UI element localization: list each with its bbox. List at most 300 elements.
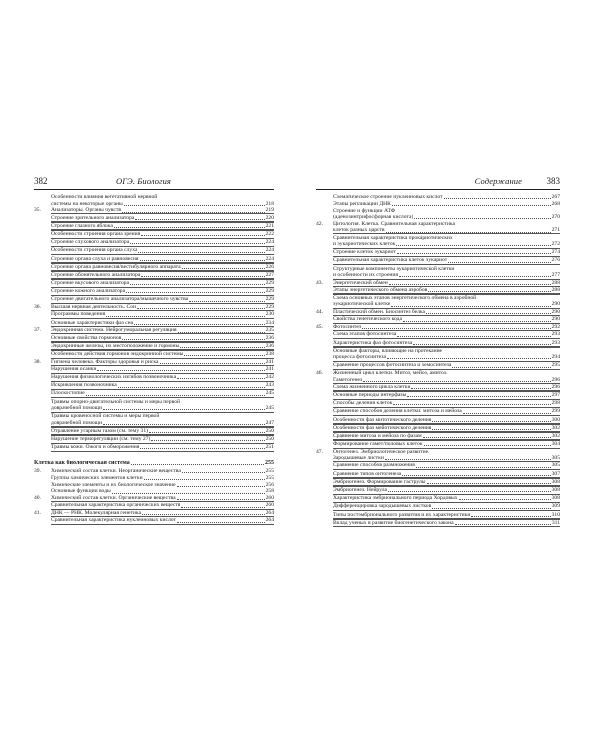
toc-item-page: 293 [551, 339, 560, 346]
topic-number: 38. [34, 358, 41, 365]
toc-item-title: Эмбриогенез. Нейрула [333, 487, 387, 493]
topic-items [51, 495, 274, 510]
toc-item-title: Эндокринная система. Нейрогуморальная регуляция [51, 327, 177, 334]
toc-item-title: Сравнительная характеристика нуклеиновых кислот [51, 517, 176, 524]
dot-leader [402, 475, 550, 476]
toc-item-title: и особенности их строения [333, 271, 398, 278]
toc-item-title: Фотосинтез [333, 324, 362, 331]
toc-item[interactable] [51, 318, 274, 327]
toc-item-title: Характеристика эмбрионального периода Хордовых [333, 495, 458, 502]
toc-item-title: Строение кожного анализатора [51, 288, 126, 295]
dot-leader [444, 198, 551, 199]
toc-item-title: и эукариотических клеток [333, 240, 396, 247]
dot-leader [134, 324, 264, 325]
toc-item[interactable] [51, 516, 274, 525]
toc-item-page: 224 [265, 239, 274, 246]
toc-item-title: Химические элементы и их биологическое значение [51, 481, 176, 488]
toc-item-title-line: Сравнительная характеристика прокариотических [333, 234, 453, 241]
dot-leader [103, 409, 265, 410]
toc-item-title: Энергетический обмен [333, 279, 388, 286]
toc-item-title: эукариотической клетке [333, 301, 391, 308]
toc-item-title: Эндокринные железы, их местоположение и гормоны [51, 342, 180, 349]
toc-item[interactable] [333, 194, 560, 201]
dot-leader [182, 472, 265, 473]
dot-leader [138, 252, 264, 253]
toc-item[interactable] [333, 294, 560, 309]
toc-item-page: 268 [551, 200, 560, 207]
toc-item-title: Нарушение терморегуляции (см. тему 27) [51, 436, 151, 443]
toc-item-page: 292 [551, 324, 560, 331]
toc-item-title-line: Цитология. Клетка. Сравнительная характеристика [333, 220, 455, 227]
dot-leader [122, 339, 264, 340]
toc-item-page: 298 [551, 400, 560, 407]
dot-leader [149, 432, 265, 433]
topic-number: 43. [316, 279, 323, 286]
toc-item-title: Строение клеток эукариот [333, 249, 396, 256]
dot-leader [403, 321, 551, 322]
toc-item-page: 290 [551, 316, 560, 323]
toc-item[interactable] [51, 443, 274, 452]
toc-entry [34, 510, 274, 525]
toc-item-title: Этапы репликации ДНК [333, 200, 391, 207]
toc-item-page: 229 [265, 296, 274, 303]
toc-item-page: 229 [265, 304, 274, 311]
toc-entry [316, 449, 560, 528]
toc-item-title: Сравнительная характеристика органических веществ [51, 502, 181, 509]
toc-item-page: 307 [551, 470, 560, 477]
dot-leader [130, 284, 265, 285]
topic-items [51, 327, 274, 358]
toc-item-page: 288 [551, 286, 560, 293]
dot-leader [124, 205, 265, 206]
toc-item-page: 299 [551, 408, 560, 415]
toc-item[interactable] [333, 449, 560, 462]
toc-item-title: Дифференцировка зародышевых листков [333, 503, 432, 510]
toc-item-page: 308 [551, 495, 560, 502]
dot-leader [392, 205, 551, 206]
toc-item-title: Сравнение способов размножения [333, 462, 415, 469]
toc-item-title: Химический состав клетки. Органические вещества [51, 495, 176, 502]
toc-right [316, 194, 560, 527]
dot-leader [189, 301, 264, 302]
toc-item-title: Особенности строения органа слуха [51, 247, 138, 254]
toc-item-page: 296 [551, 383, 560, 390]
topic-items [333, 280, 560, 310]
toc-item[interactable] [333, 519, 560, 528]
section-page: 255 [265, 459, 274, 466]
toc-item-page: 238 [265, 350, 274, 357]
topic-number: 47. [316, 448, 323, 455]
dot-leader [463, 413, 551, 414]
toc-item-title: Гигиена человека. Факторы здоровья и риска [51, 358, 159, 365]
dot-leader [414, 218, 550, 219]
toc-item[interactable] [333, 233, 560, 248]
toc-item-title: Строение вкусового анализатора [51, 280, 130, 287]
toc-item-title: Способы деления клеток [333, 400, 393, 407]
toc-item-page: 276 [551, 257, 560, 264]
toc-entry [34, 468, 274, 495]
toc-item-title: Плоскостопие [51, 390, 85, 397]
topic-number: 45. [316, 324, 323, 331]
dot-leader [432, 429, 550, 430]
section-heading [34, 460, 274, 466]
toc-item-title: Нарушения физиологических изгибов позвоночника [51, 374, 177, 381]
toc-item-page: 218 [265, 200, 274, 207]
dot-leader [151, 440, 264, 441]
toc-item[interactable] [333, 361, 560, 370]
topic-number [34, 194, 51, 207]
toc-item-page: 224 [265, 255, 274, 262]
toc-item-page: 241 [265, 358, 274, 365]
toc-entry [34, 194, 274, 207]
toc-item-page: 219 [265, 207, 274, 214]
toc-item-page: 247 [265, 419, 274, 426]
toc-item[interactable] [51, 350, 274, 359]
running-title: ОГЭ. Биология [116, 176, 171, 186]
toc-item-page: 229 [265, 288, 274, 295]
toc-item[interactable] [51, 468, 274, 475]
toc-item-page: 311 [551, 519, 560, 526]
toc-item[interactable] [333, 201, 560, 208]
dot-leader [387, 358, 551, 359]
page-number: 382 [34, 176, 48, 186]
topic-items [51, 468, 274, 495]
toc-item-title: Особенности действия гормонов эндокринной системы [51, 350, 184, 357]
topic-items [333, 449, 560, 528]
dot-leader [424, 445, 551, 446]
toc-item-page: 302 [551, 424, 560, 431]
dot-leader [432, 508, 550, 509]
dot-leader [407, 396, 550, 397]
toc-item[interactable] [333, 440, 560, 449]
toc-item-title-line: Травмы опорно-двигательной системы и меры первой [51, 398, 180, 405]
toc-item-page: 255 [265, 474, 274, 481]
toc-entry [316, 324, 560, 370]
topic-items [51, 304, 274, 327]
toc-item-page: 242 [265, 374, 274, 381]
dot-leader [106, 316, 264, 317]
toc-item-page: 236 [265, 334, 274, 341]
toc-entry [316, 221, 560, 280]
toc-item[interactable] [51, 412, 274, 427]
dot-leader [141, 276, 264, 277]
toc-item-title: Сравнение митоза и мейоза по фазам [333, 432, 422, 439]
toc-entry [34, 327, 274, 358]
dot-leader [428, 291, 550, 292]
dot-leader [471, 516, 550, 517]
topic-items [333, 194, 560, 221]
toc-item-title: Свойства генетического кода [333, 316, 403, 323]
toc-item-title-line: Травмы кровеносной системы и меры первой [51, 413, 160, 420]
toc-entry [34, 495, 274, 510]
toc-entry [316, 309, 560, 324]
toc-item[interactable] [51, 481, 274, 488]
dot-leader [135, 219, 264, 220]
toc-item-page: 222 [265, 230, 274, 237]
toc-item-title: Основные свойства гормонов [51, 334, 122, 341]
toc-item-page: 243 [265, 382, 274, 389]
dot-leader [397, 253, 551, 254]
dot-leader [177, 378, 264, 379]
toc-item-title-line: Основные факторы, влияющие на протекание [333, 347, 443, 354]
toc-item-page: 290 [551, 309, 560, 316]
toc-item-page: 267 [551, 194, 560, 201]
toc-item-page: 293 [551, 331, 560, 338]
toc-item-title: Характеристика фаз фотосинтеза [333, 339, 413, 346]
topic-number: 44. [316, 309, 323, 316]
toc-item-title: Типы постэмбрионального развития и их характеристики [333, 511, 471, 518]
toc-item-title-line: Жизненный цикл клетки. Митоз, мейоз, амитоз. [333, 370, 448, 377]
toc-item-title: процесса фотосинтеза [333, 354, 386, 361]
toc-item-title: Строение двигательного анализатора/мышечного чувства [51, 296, 189, 303]
toc-entry [34, 359, 274, 452]
dot-leader [411, 388, 550, 389]
toc-item-page: 235 [265, 327, 274, 334]
dot-leader [103, 424, 265, 425]
dot-leader [177, 522, 265, 523]
toc-item-title: Основные периоды интерфазы [333, 391, 407, 398]
dot-leader [432, 421, 550, 422]
toc-item-page: 260 [265, 495, 274, 502]
toc-item-title: Строение органа равновесия/вестибулярного аппарата [51, 263, 181, 270]
toc-item[interactable] [51, 397, 274, 412]
toc-item-page: 226 [265, 263, 274, 270]
dot-leader [388, 491, 551, 492]
toc-item-title-line: Онтогенез. Эмбриологическое развитие. [333, 448, 430, 455]
toc-item-page: 310 [551, 511, 560, 518]
toc-item-title: Травмы кожи. Ожоги и обморожения [51, 444, 140, 451]
toc-item[interactable] [51, 475, 274, 482]
toc-item-title: Этапы энергетического обмена аэробов [333, 286, 428, 293]
toc-item-page: 288 [551, 279, 560, 286]
toc-group [316, 194, 560, 527]
topic-items [51, 194, 274, 207]
topic-items [333, 309, 560, 324]
toc-entry [34, 304, 274, 327]
toc-item-title: Схематическое строение нуклеиновых кислот [333, 194, 443, 201]
dot-leader [114, 227, 265, 228]
toc-item-page: 304 [551, 441, 560, 448]
toc-item-title: ДНК — РНК. Молекулярная генетика [51, 510, 142, 517]
dot-leader [141, 235, 264, 236]
toc-item-title: Отравление угарным газом (см. тему 31) [51, 427, 148, 434]
toc-item-page: 250 [265, 436, 274, 443]
toc-item[interactable] [333, 347, 560, 362]
dot-leader [180, 347, 264, 348]
toc-item-title: Программы поведения [51, 311, 106, 318]
toc-item-title: Нарушения осанки [51, 365, 97, 372]
toc-item-page: 309 [551, 503, 560, 510]
topic-number: 46. [316, 369, 323, 376]
toc-item-page: 277 [551, 271, 560, 278]
toc-item-page: 297 [551, 391, 560, 398]
toc-item[interactable] [51, 295, 274, 304]
toc-item-title: Группы химических элементов клетки [51, 474, 143, 481]
toc-item-title: Особенности фаз митотического деления [333, 416, 432, 423]
topic-number: 37. [34, 327, 41, 334]
toc-item-title: Строение органа слуха и равновесия [51, 255, 139, 262]
dot-leader [452, 367, 550, 368]
toc-item-title: клеток разных царств [333, 227, 385, 234]
toc-item-title: Сравнительная характеристика клеток эукариот [333, 257, 448, 264]
dot-leader [144, 479, 265, 480]
toc-item-page: 258 [265, 488, 274, 495]
topic-items [51, 207, 274, 304]
topic-items [333, 324, 560, 370]
toc-item-title: Строение зрительного анализатора [51, 214, 135, 221]
toc-item[interactable] [333, 208, 560, 221]
dot-leader [181, 507, 264, 508]
topic-items [51, 359, 274, 452]
topic-items [51, 510, 274, 525]
toc-item-page: 305 [551, 455, 560, 462]
toc-item-title: Пластический обмен. Биосинтез белка [333, 309, 426, 316]
toc-item-page: 229 [265, 280, 274, 287]
toc-item-page: 296 [551, 376, 560, 383]
toc-item-title: Основные характеристики фаз сна [51, 319, 134, 326]
toc-item-title: Основные функции воды [51, 488, 111, 495]
toc-item-page: 270 [551, 214, 560, 221]
dot-leader [427, 483, 551, 484]
toc-entry [316, 280, 560, 310]
dot-leader [413, 344, 550, 345]
toc-item[interactable] [51, 194, 274, 207]
toc-item-title: Гаметогенез [333, 376, 363, 383]
toc-entry [316, 370, 560, 449]
topic-number: 35. [34, 207, 41, 214]
dot-leader [391, 306, 550, 307]
toc-item-page: 264 [265, 510, 274, 517]
toc-item-page: 256 [265, 481, 274, 488]
toc-item-title-line: Схема основных этапов энергетического обмена в аэробной [333, 295, 477, 302]
toc-item-title-line: Особенности влияния вегетативной нервной [51, 194, 158, 201]
toc-item-page: 227 [265, 271, 274, 278]
toc-item-title: Высшая нервная деятельность. Сон [51, 304, 136, 311]
dot-leader [130, 243, 264, 244]
toc-item-page: 294 [551, 354, 560, 361]
dot-leader [423, 437, 551, 438]
topic-number [316, 194, 333, 221]
dot-leader [455, 524, 551, 525]
dot-leader [97, 370, 264, 371]
toc-item-page: 290 [551, 301, 560, 308]
toc-item[interactable] [333, 315, 560, 324]
toc-item-page: 230 [265, 311, 274, 318]
toc-item-page: 220 [265, 214, 274, 221]
running-title: Содержание [474, 176, 522, 186]
toc-item-page: 295 [551, 362, 560, 369]
toc-item-title: Эмбриогенез. Формирование гаструлы [333, 478, 426, 485]
right-page [316, 176, 560, 527]
toc-item-title: Строение слухового анализатора [51, 239, 130, 246]
toc-item-title: Строение обонятельного анализатора [51, 271, 141, 278]
dot-leader [397, 336, 550, 337]
toc-item-page: 251 [265, 444, 274, 451]
toc-item-page: 236 [265, 342, 274, 349]
topic-number: 42. [316, 220, 323, 227]
topic-number: 39. [34, 467, 41, 474]
toc-item-page: 272 [551, 240, 560, 247]
toc-item-title: Зародышевые листки [333, 455, 384, 462]
dot-leader [393, 404, 550, 405]
toc-item-title: Сравнение типов онтогенеза [333, 470, 402, 477]
toc-item-page: 245 [265, 405, 274, 412]
toc-entry [316, 194, 560, 221]
running-head-right [316, 176, 560, 190]
topic-number: 36. [34, 304, 41, 311]
toc-item[interactable] [333, 221, 560, 234]
toc-left [34, 194, 274, 525]
toc-item-title: Вклад ученых в развитие биогенетического закона [333, 519, 454, 526]
toc-item-title: системы на некоторые органы [51, 200, 123, 207]
running-head-left [34, 176, 274, 190]
toc-item-title: Строение глазного яблока [51, 222, 113, 229]
toc-item-page: 241 [265, 365, 274, 372]
page-number: 383 [546, 176, 560, 186]
toc-item-title: доврачебной помощи [51, 419, 102, 426]
toc-item-title: Особенности фаз мейотического деления [333, 424, 432, 431]
dot-leader [177, 486, 265, 487]
toc-item-title: Формирование гамет/половых клеток [333, 441, 423, 448]
topic-items [333, 221, 560, 280]
topic-number: 40. [34, 494, 41, 501]
toc-item-title-line: Строение и функции АТФ [333, 207, 396, 214]
dot-leader [140, 260, 265, 261]
toc-item-page: 221 [265, 222, 274, 229]
toc-item-title: (аденозинтрифосфорная кислота) [333, 214, 414, 221]
dot-leader [118, 387, 265, 388]
toc-item[interactable] [333, 264, 560, 279]
toc-item-page: 234 [265, 319, 274, 326]
left-page [34, 176, 274, 525]
toc-item-title: Схема жизненного цикла клетки [333, 383, 411, 390]
toc-item-page: 302 [551, 432, 560, 439]
toc-item-page: 260 [265, 502, 274, 509]
dot-leader [399, 276, 551, 277]
dot-leader [112, 493, 265, 494]
dot-leader [184, 355, 264, 356]
toc-item-page: 300 [551, 416, 560, 423]
section-title: Клетка как биологическая система [34, 459, 130, 466]
dot-leader [459, 499, 551, 500]
toc-item-page: 305 [551, 462, 560, 469]
toc-item-page: 274 [551, 249, 560, 256]
toc-item-page: 308 [551, 487, 560, 493]
toc-item-page: 271 [551, 227, 560, 234]
toc-item-title-line: Структурные компоненты эукариотической клетки [333, 265, 455, 272]
dot-leader [416, 467, 551, 468]
toc-item-title: Искривления позвоночника [51, 382, 117, 389]
toc-item-title: Сравнение способов деления клетки: митоза и мейоза [333, 408, 462, 415]
toc-item-title: Сравнение процессов фотосинтеза и хемосинтеза [333, 362, 452, 369]
dot-leader [140, 448, 264, 449]
toc-item-page: 250 [265, 427, 274, 434]
toc-item-page: 264 [265, 517, 274, 524]
topic-items [333, 370, 560, 449]
toc-item-page: 245 [265, 390, 274, 397]
toc-item-title: доврачебной помощи [51, 405, 102, 412]
toc-entry [34, 207, 274, 304]
toc-group [34, 468, 274, 525]
toc-item[interactable] [51, 501, 274, 510]
dot-leader [448, 262, 550, 263]
toc-item[interactable] [333, 370, 560, 383]
topic-number: 41. [34, 509, 41, 516]
toc-item-title: Химический состав клетки. Неорганические вещества [51, 468, 181, 474]
toc-item-page: 255 [265, 468, 274, 474]
toc-item[interactable] [51, 488, 274, 495]
toc-item-title: Анализаторы. Органы чувств [51, 207, 121, 214]
